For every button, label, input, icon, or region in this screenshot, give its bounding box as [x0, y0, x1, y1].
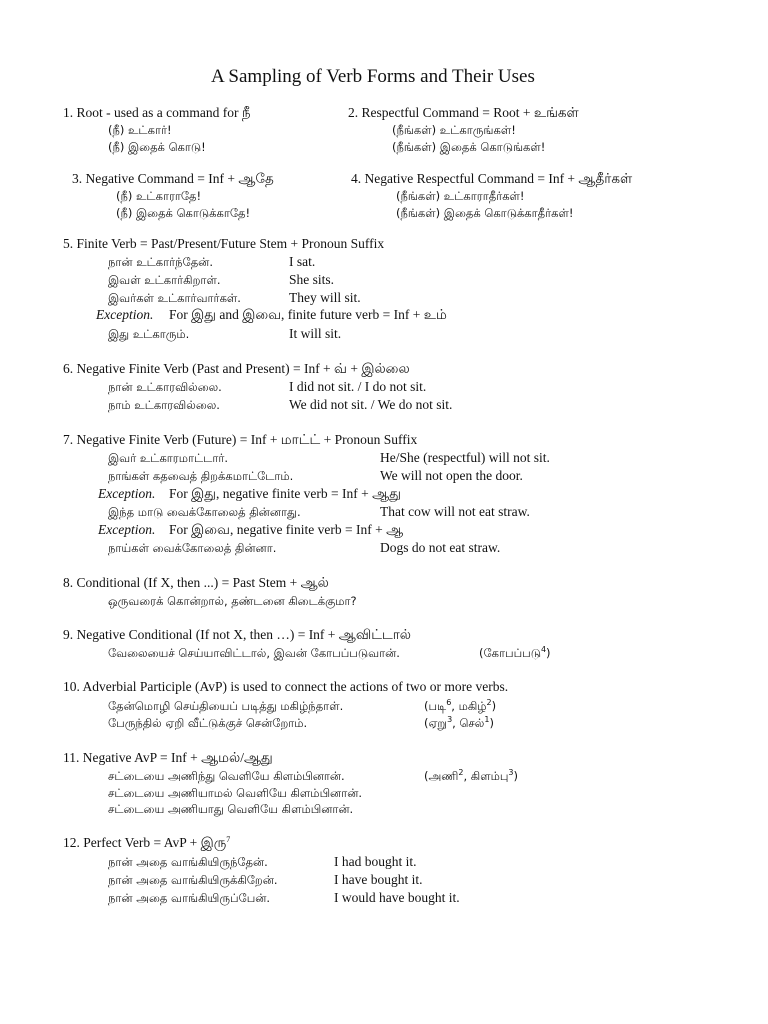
section-9-heading: 9. Negative Conditional (If not X, then …) = Inf + ஆவிட்டால் [63, 627, 411, 642]
section-11-heading: 11. Negative AvP = Inf + ஆமல்/ஆது [63, 750, 273, 765]
section-5-row-3-tamil: இவர்கள் உட்கார்வார்கள். [108, 291, 241, 305]
section-6-row-2-english: We did not sit. / We do not sit. [289, 397, 453, 412]
section-9-example-1: வேலையைச் செய்யாவிட்டால், இவன் கோபப்படுவான். [108, 646, 400, 660]
section-7-exception-2-text: For இவை, negative finite verb = Inf + ஆ [169, 522, 404, 537]
section-5-exception-label: Exception. [96, 307, 154, 322]
section-5-row-2-english: She sits. [289, 272, 335, 287]
section-5-row-1-english: I sat. [289, 254, 316, 269]
section-3-example-2: (நீ) இதைக் கொடுக்காதே! [116, 206, 251, 220]
section-9-note-close: ) [546, 646, 551, 660]
section-11-example-3: சட்டையை அணியாது வெளியே கிளம்பினான். [108, 802, 354, 816]
section-5-heading: 5. Finite Verb = Past/Present/Future Stem + Pronoun Suffix [63, 236, 385, 251]
section-12-row-2-english: I have bought it. [334, 872, 423, 887]
section-12-row-3-english: I would have bought it. [334, 890, 460, 905]
section-7-row-1-english: He/She (respectful) will not sit. [380, 450, 550, 465]
section-7-exception-2-tamil: நாய்கள் வைக்கோலைத் தின்னா. [108, 541, 277, 555]
note-footnote-a: 6 [446, 698, 452, 707]
note-root-b: , செல் [452, 716, 485, 730]
section-11-example-1-note [424, 768, 518, 784]
note-footnote-a: 3 [447, 715, 453, 724]
section-5-exception-tamil: இது உட்காரும். [108, 327, 190, 341]
section-5-exception-english: It will sit. [289, 326, 342, 341]
section-7-exception-1-english: That cow will not eat straw. [380, 504, 530, 519]
section-12-heading-text: 12. Perfect Verb = AvP + இரு [63, 835, 227, 850]
note-root-b: , மகிழ் [451, 699, 487, 713]
section-7-exception-2-label: Exception. [98, 522, 156, 537]
section-7-exception-2-english: Dogs do not eat straw. [380, 540, 501, 555]
section-7-exception-1-text: For இது, negative finite verb = Inf + ஆது [169, 486, 401, 501]
section-10-example-2: பேருந்தில் ஏறி வீட்டுக்குச் சென்றோம். [108, 716, 308, 730]
section-12-row-1-english: I had bought it. [334, 854, 417, 869]
section-4-example-2: (நீங்கள்) இதைக் கொடுக்காதீர்கள்! [396, 206, 574, 220]
section-5-row-1-tamil: நான் உட்கார்ந்தேன். [108, 255, 213, 269]
section-5-row-2-tamil: இவள் உட்கார்கிறாள். [108, 273, 221, 287]
section-5-row-3-english: They will sit. [289, 290, 361, 305]
section-8-heading: 8. Conditional (If X, then ...) = Past Stem + ஆல் [63, 575, 329, 590]
section-3-heading: 3. Negative Command = Inf + ஆதே [72, 171, 274, 186]
section-2-example-1: (நீங்கள்) உட்காருங்கள்! [392, 123, 516, 137]
note-close: ) [489, 716, 494, 730]
section-9-note [479, 645, 551, 661]
section-2-example-2: (நீங்கள்) இதைக் கொடுங்கள்! [392, 140, 546, 154]
section-4-example-1: (நீங்கள்) உட்காராதீர்கள்! [396, 189, 525, 203]
section-2-heading: 2. Respectful Command = Root + உங்கள் [348, 105, 579, 120]
section-12-row-1-tamil: நான் அதை வாங்கியிருந்தேன். [108, 855, 268, 869]
note-close: ) [513, 769, 518, 783]
section-12-row-2-tamil: நான் அதை வாங்கியிருக்கிறேன். [108, 873, 278, 887]
section-8-example-1: ஒருவரைக் கொன்றால், தண்டனை கிடைக்குமா? [108, 594, 357, 608]
section-1-example-2: (நீ) இதைக் கொடு! [108, 140, 206, 154]
section-7-exception-1-tamil: இந்த மாடு வைக்கோலைத் தின்னாது. [108, 505, 301, 519]
section-6-heading: 6. Negative Finite Verb (Past and Present) = Inf + வ் + இல்லை [63, 361, 410, 376]
section-11-example-1: சட்டையை அணிந்து வெளியே கிளம்பினான். [108, 769, 345, 783]
section-7-row-2-english: We will not open the door. [380, 468, 523, 483]
note-footnote-b: 3 [508, 768, 514, 777]
section-6-row-2-tamil: நாம் உட்காரவில்லை. [108, 398, 220, 412]
note-root-a: (ஏறு [424, 716, 448, 730]
section-10-example-1: தேன்மொழி செய்தியைப் படித்து மகிழ்ந்தாள். [108, 699, 344, 713]
section-5-exception-text: For இது and இவை, finite future verb = Inf + உம் [169, 307, 447, 322]
section-1-example-1: (நீ) உட்கார்! [108, 123, 172, 137]
section-12-row-3-tamil: நான் அதை வாங்கியிருப்பேன். [108, 891, 271, 905]
section-7-heading: 7. Negative Finite Verb (Future) = Inf + மாட்ட் + Pronoun Suffix [63, 432, 418, 447]
note-footnote-b: 1 [484, 715, 490, 724]
section-9-note-root: (கோபப்படு [479, 646, 541, 660]
note-root-a: (படி [424, 699, 447, 713]
section-10-example-1-note [424, 698, 496, 714]
section-7-row-2-tamil: நாங்கள் கதவைத் திறக்கமாட்டோம். [108, 469, 294, 483]
section-4-heading: 4. Negative Respectful Command = Inf + ஆதீர்கள் [351, 171, 633, 186]
note-root-a: (அணி [424, 769, 459, 783]
note-root-b: , கிளம்பு [463, 769, 509, 783]
section-6-row-1-tamil: நான் உட்காரவில்லை. [108, 380, 222, 394]
section-7-row-1-tamil: இவர் உட்காரமாட்டார். [108, 451, 228, 465]
section-12-heading-footnote: 7 [226, 835, 231, 844]
section-7-exception-1-label: Exception. [98, 486, 156, 501]
note-close: ) [491, 699, 497, 713]
note-footnote-a: 2 [458, 768, 464, 777]
note-footnote-b: 2 [486, 698, 492, 707]
section-1-heading: 1. Root - used as a command for நீ [63, 105, 251, 120]
section-10-heading: 10. Adverbial Participle (AvP) is used to connect the actions of two or more verbs. [63, 679, 509, 694]
page-title: A Sampling of Verb Forms and Their Uses [211, 66, 535, 87]
section-12-heading [63, 835, 230, 851]
section-3-example-1: (நீ) உட்காராதே! [116, 189, 202, 203]
section-9-note-footnote: 4 [540, 645, 547, 654]
section-6-row-1-english: I did not sit. / I do not sit. [289, 379, 427, 394]
section-10-example-2-note [424, 715, 494, 731]
section-11-example-2: சட்டையை அணியாமல் வெளியே கிளம்பினான். [108, 786, 363, 800]
